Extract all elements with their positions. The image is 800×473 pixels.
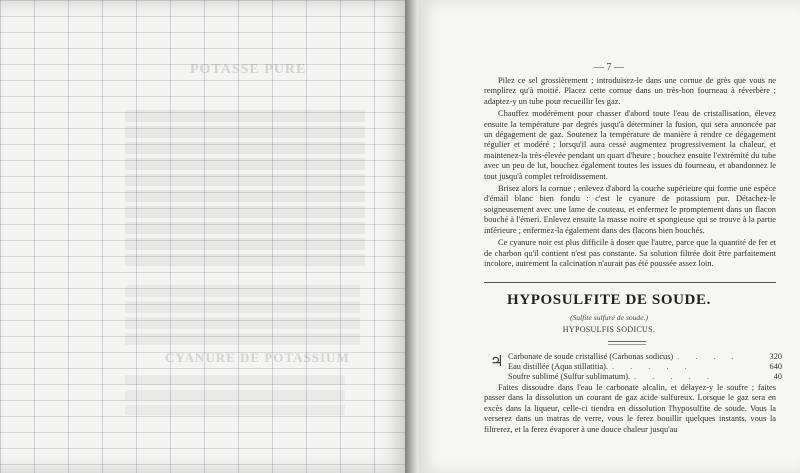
ingredient-quantity: 40	[773, 372, 782, 381]
recipe-list	[484, 352, 782, 382]
bleed-through-text-block-2	[125, 285, 360, 349]
bleed-through-text-block-3	[125, 375, 345, 420]
section-title: HYPOSULFITE DE SOUDE.	[507, 292, 711, 308]
ingredient-name: Carbonate de soude cristallisé (Carbonas sodicus)	[508, 352, 674, 361]
section-rule	[484, 282, 776, 283]
book-gutter	[405, 0, 419, 473]
body-text	[484, 76, 776, 269]
right-text-page	[418, 0, 800, 473]
paragraph: Ce cyanure noir est plus difficile à doser que l'autre, parce que la quantité de fer et de charbon qu'il contient n'est pas constante. Sa solution filtrée doit être parfaitement incolore, autrement la calcination n'aurait pas été poussée assez loin.	[484, 238, 776, 268]
ingredient-leader-dots: . . . . .	[634, 372, 716, 381]
section-pharma-name: HYPOSULFIS SODICUS.	[562, 325, 656, 334]
ingredient-leader-dots: . . . .	[677, 352, 741, 361]
ingredient-name: Eau distillée (Aqua stillatitia).	[508, 362, 608, 371]
ingredient-leader-dots: . . . . .	[612, 362, 694, 371]
paragraph: Pilez ce sel grossièrement ; introduisez-le dans une cornue de grès que vous ne remplirez qu'à moitié. Placez cette cornue dans un très-bon fourneau à réverbère ; adaptez-y un tube pour recueillir les gaz.	[484, 76, 776, 106]
paragraph: Brisez alors la cornue ; enlevez d'abord la couche supérieure qui forme une espèce d'émail blanc bien fondu : c'est le cyanure de potassium pur. Détachez-le soigneusement avec une lame de couteau, et enfermez le promptement dans un flacon bouché à l'émeri. Enlevez ensuite la masse noire et spongieuse qui se trouve à la partie inférieure ; enfermez-la également dans des flacons bien bouchés.	[484, 184, 776, 235]
paragraph: Chauffez modérément pour chasser d'abord toute l'eau de cristallisation, élevez ensuite la température par degrés jusqu'à déterminer la fusion, qui sera annoncée par un dégagement de gaz. Soutenez la température de manière à rendre ce dégagement régulier et modéré ; lorsqu'il aura cessé augmentez progressivement la chaleur, et maintenez-la très-élevée pendant un quart d'heure ; bouchez ensuite l'extrémité du tube avec un peu de lut, bouchez également toutes les issues du fourneau, et abandonnez le tout jusqu'à complet refroidissement.	[484, 109, 776, 181]
closing-text	[484, 383, 776, 435]
ornamental-divider	[608, 341, 646, 345]
recipe-ingredient	[484, 352, 782, 362]
section-latin-name: (Sulfite sulfuré de soude.)	[569, 313, 649, 322]
ingredient-quantity: 320	[769, 352, 782, 361]
recipe-ingredient	[484, 372, 782, 382]
page-number: — 7 —	[594, 62, 624, 73]
recipe-ingredient	[484, 362, 782, 372]
bleed-through-title: POTASSE PURE	[190, 62, 307, 77]
recipe-symbol-icon: ♃	[490, 352, 504, 370]
ingredient-name: Soufre sublimé (Sulfur sublimatum).	[508, 372, 631, 381]
ingredient-quantity: 640	[769, 362, 782, 371]
bleed-through-text-block	[125, 110, 365, 270]
bleed-through-section-title: CYANURE DE POTASSIUM	[165, 350, 350, 365]
paragraph: Faites dissoudre dans l'eau le carbonate alcalin, et délayez-y le soufre ; faites passer dans la dissolution un courant de gaz acide sulfureux. Lorsque le gaz sera en excès dans la liqueur, celle-ci tiendra en dissolution l'hyposulfite de soude. Vous la verserez dans un matras de verre, vous le ferez bouillir quelques instants, vous la filtrerez, et la ferez évaporer à une douce chaleur jusqu'au	[484, 383, 776, 434]
